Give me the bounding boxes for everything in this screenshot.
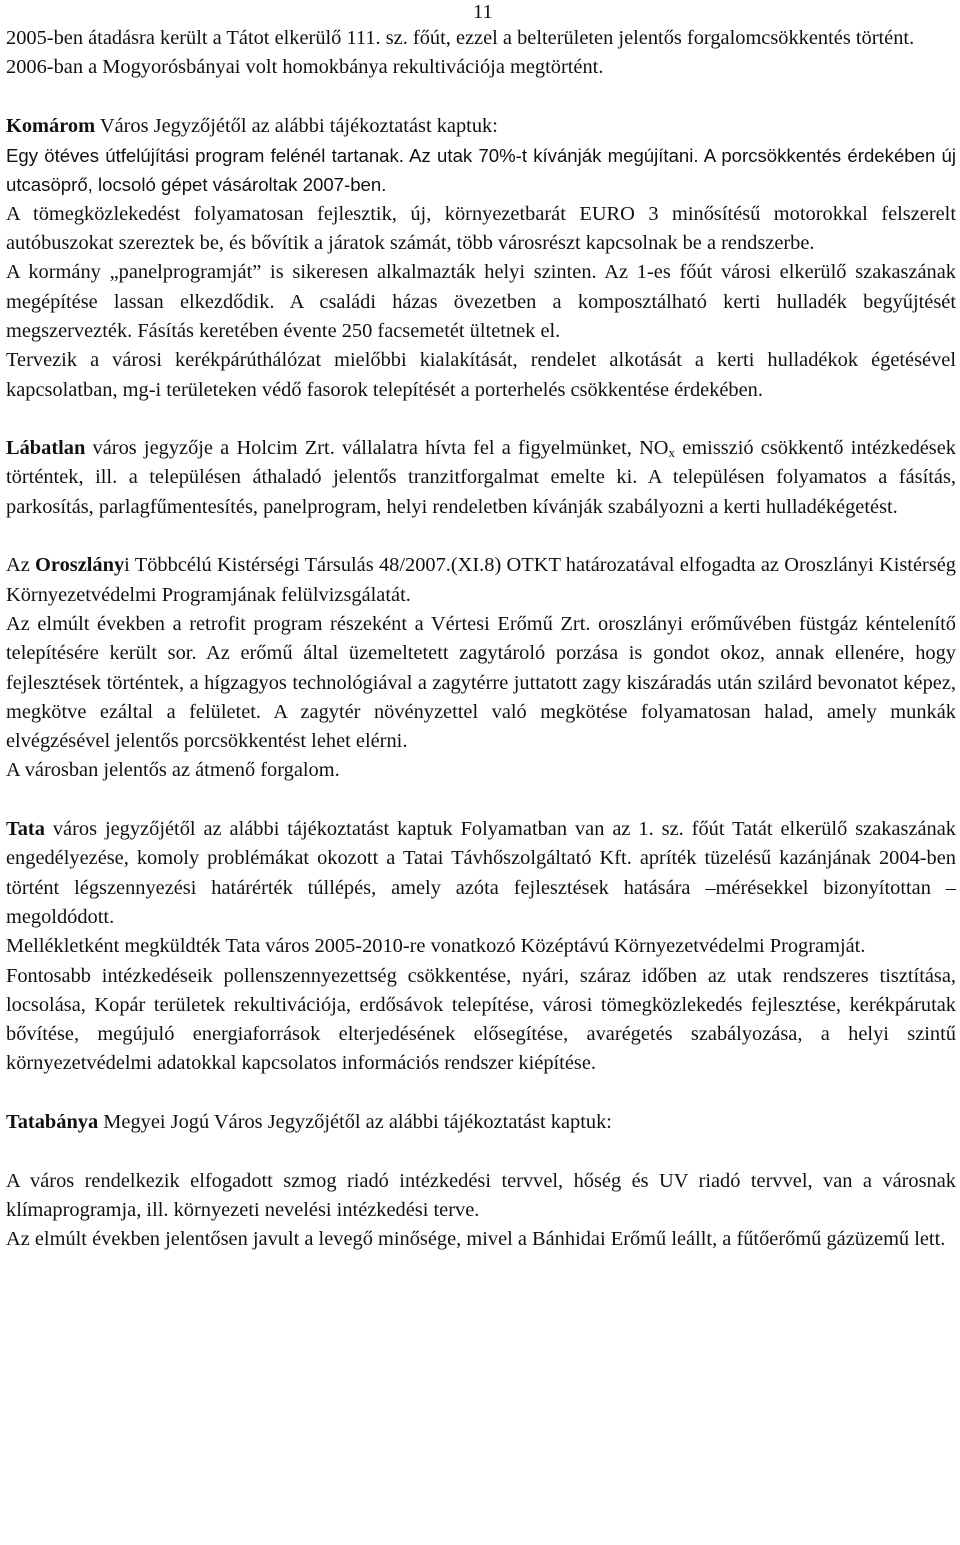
tatabanya-air-quality: Az elmúlt években jelentősen javult a levegő minősége, mivel a Bánhidai Erőmű leállt, a fűtőerőmű gázüzemű lett. bbox=[6, 1228, 946, 1251]
komarom-panel-program: A kormány „panelprogramját” is sikeresen alkalmazták helyi szinten. Az 1-es főút városi elkerülő szakaszának megépítése lassan elkezdődik. A családi házas övezetben a komposztálható kerti hulladék begyűjtését megszervezték. Fásítás keretében évente 250 facsemetét ültetnek el. bbox=[6, 261, 956, 342]
page-number: 11 bbox=[473, 1, 493, 23]
tatabanya-plans: A város rendelkezik elfogadott szmog riadó intézkedési tervvel, hőség és UV riadó tervvel, van a városnak klímaprogramja, ill. környezeti nevelési intézkedési terve. bbox=[6, 1169, 956, 1221]
paragraph-mogyorosbanya: 2006-ban a Mogyorósbányai volt homokbánya rekultivációja megtörtént. bbox=[6, 56, 604, 79]
paragraph-gap bbox=[6, 83, 956, 112]
tata-measures: Fontosabb intézkedéseik pollenszennyezettség csökkentése, nyári, száraz időben az utak rendszeres tisztítása, locsolása, Kopár területek rekultivációja, erdősávok telepítése, városi tömegközlekedés fejlesztése, kerékpárutak bővítése, megújuló energiaforrások elterjedésének elősegítése, avarégetés szabályozása, a helyi szintű környezetvédelmi adatokkal kapcsolatos információs rendszer kiépítése. bbox=[6, 964, 956, 1075]
tatabanya-intro: Tatabánya Megyei Jogú Város Jegyzőjétől az alábbi tájékoztatást kaptuk: bbox=[6, 1110, 612, 1133]
komarom-intro-text: Város Jegyzőjétől az alábbi tájékoztatást kaptuk: bbox=[95, 114, 498, 137]
page-content bbox=[6, 24, 956, 1254]
oroszlany-name: Oroszlány bbox=[35, 554, 125, 577]
paragraph-gap bbox=[6, 786, 956, 815]
paragraph-gap bbox=[6, 405, 956, 434]
oroszlany-traffic: A városban jelentős az átmenő forgalom. bbox=[6, 759, 340, 782]
nox-subscript: x bbox=[668, 445, 676, 461]
komarom-intro bbox=[6, 112, 956, 141]
labatlan-name: Lábatlan bbox=[6, 437, 86, 460]
paragraph-tat-bypass: 2005-ben átadásra került a Tátot elkerülő 111. sz. főút, ezzel a belterületen jelentős forgalomcsökkentés történt. bbox=[6, 27, 915, 49]
labatlan-paragraph: Lábatlan város jegyzője a Holcim Zrt. vállalatra hívta fel a figyelmünket, $NO_x$ emisszió csökkentő intézkedések történtek, ill. a településen áthaladó jelentős tranzitforgalmat emelte ki. A településen folyamatos a fásítás, parkosítás, parlagfűmentesítés, panelprogram, helyi rendeletben kívánják szabályozni a kerti hulladékégetést. bbox=[6, 437, 956, 518]
tata-name: Tata bbox=[6, 818, 45, 841]
komarom-name: Komárom bbox=[6, 114, 96, 137]
komarom-road-program: Egy ötéves útfelújítási program felénél tartanak. Az utak 70%-t kívánják megújítani. A porcsökkentés érdekében új utcasöprő, locsoló gépet vásároltak 2007-ben. bbox=[6, 145, 956, 196]
tata-paragraph: Tata város jegyzőjétől az alábbi tájékoztatást kaptuk Folyamatban van az 1. sz. főút Tatát elkerülő szakaszának engedélyezése, komoly problémákat okozott a Tatai Távhőszolgáltató Kft. apríték tüzelésű kazánjának 2004-ben történt légszennyezési határérték túllépés, amely azóta fejlesztések hatására –mérésekkel bizonyítottan – megoldódott. bbox=[6, 818, 956, 928]
oroszlany-paragraph: Az Oroszlányi Többcélú Kistérségi Társulás 48/2007.(XI.8) OTKT határozatával elfogadta az Oroszlányi Kistérség Környezetvédelmi Programjának felülvizsgálatát. bbox=[6, 554, 956, 606]
paragraph-gap bbox=[6, 1079, 956, 1108]
oroszlany-retrofit: Az elmúlt években a retrofit program részeként a Vértesi Erőmű Zrt. oroszlányi erőművében füstgáz kéntelenítő telepítésére került sor. Az erőmű által üzemeltetett zagytároló porzása is gondot okoz, annak ellenére, hogy fejlesztések történtek, a hígzagyos technológiával a zagytérre juttatott zagy kiszáradás után szilárd bevonatot képez, megkötve ezáltal a felületet. A zagytér növényzettel való megkötése folyamatosan halad, amely munkák elvégzésével jelentős porcsökkentést lehet elérni. bbox=[6, 612, 956, 753]
komarom-public-transport: A tömegközlekedést folyamatosan fejlesztik, új, környezetbarát EURO 3 minősítésű motorokkal felszerelt autóbuszokat szereztek be, és bővítik a járatok számát, több városrészt kapcsolnak be a rendszerbe. bbox=[6, 202, 956, 255]
tata-program: Mellékletként megküldték Tata város 2005-2010-re vonatkozó Középtávú Környezetvédelmi Programját. bbox=[6, 935, 866, 958]
komarom-cycle-network: Tervezik a városi kerékpárúthálózat mielőbbi kialakítását, rendelet alkotását a kerti hulladékok égetésével kapcsolatban, mg-i területeken védő fasorok telepítését a porterhelés csökkentése érdekében. bbox=[6, 349, 956, 401]
tatabanya-name: Tatabánya bbox=[6, 1110, 99, 1133]
paragraph-gap bbox=[6, 522, 956, 551]
paragraph-gap bbox=[6, 1137, 956, 1166]
